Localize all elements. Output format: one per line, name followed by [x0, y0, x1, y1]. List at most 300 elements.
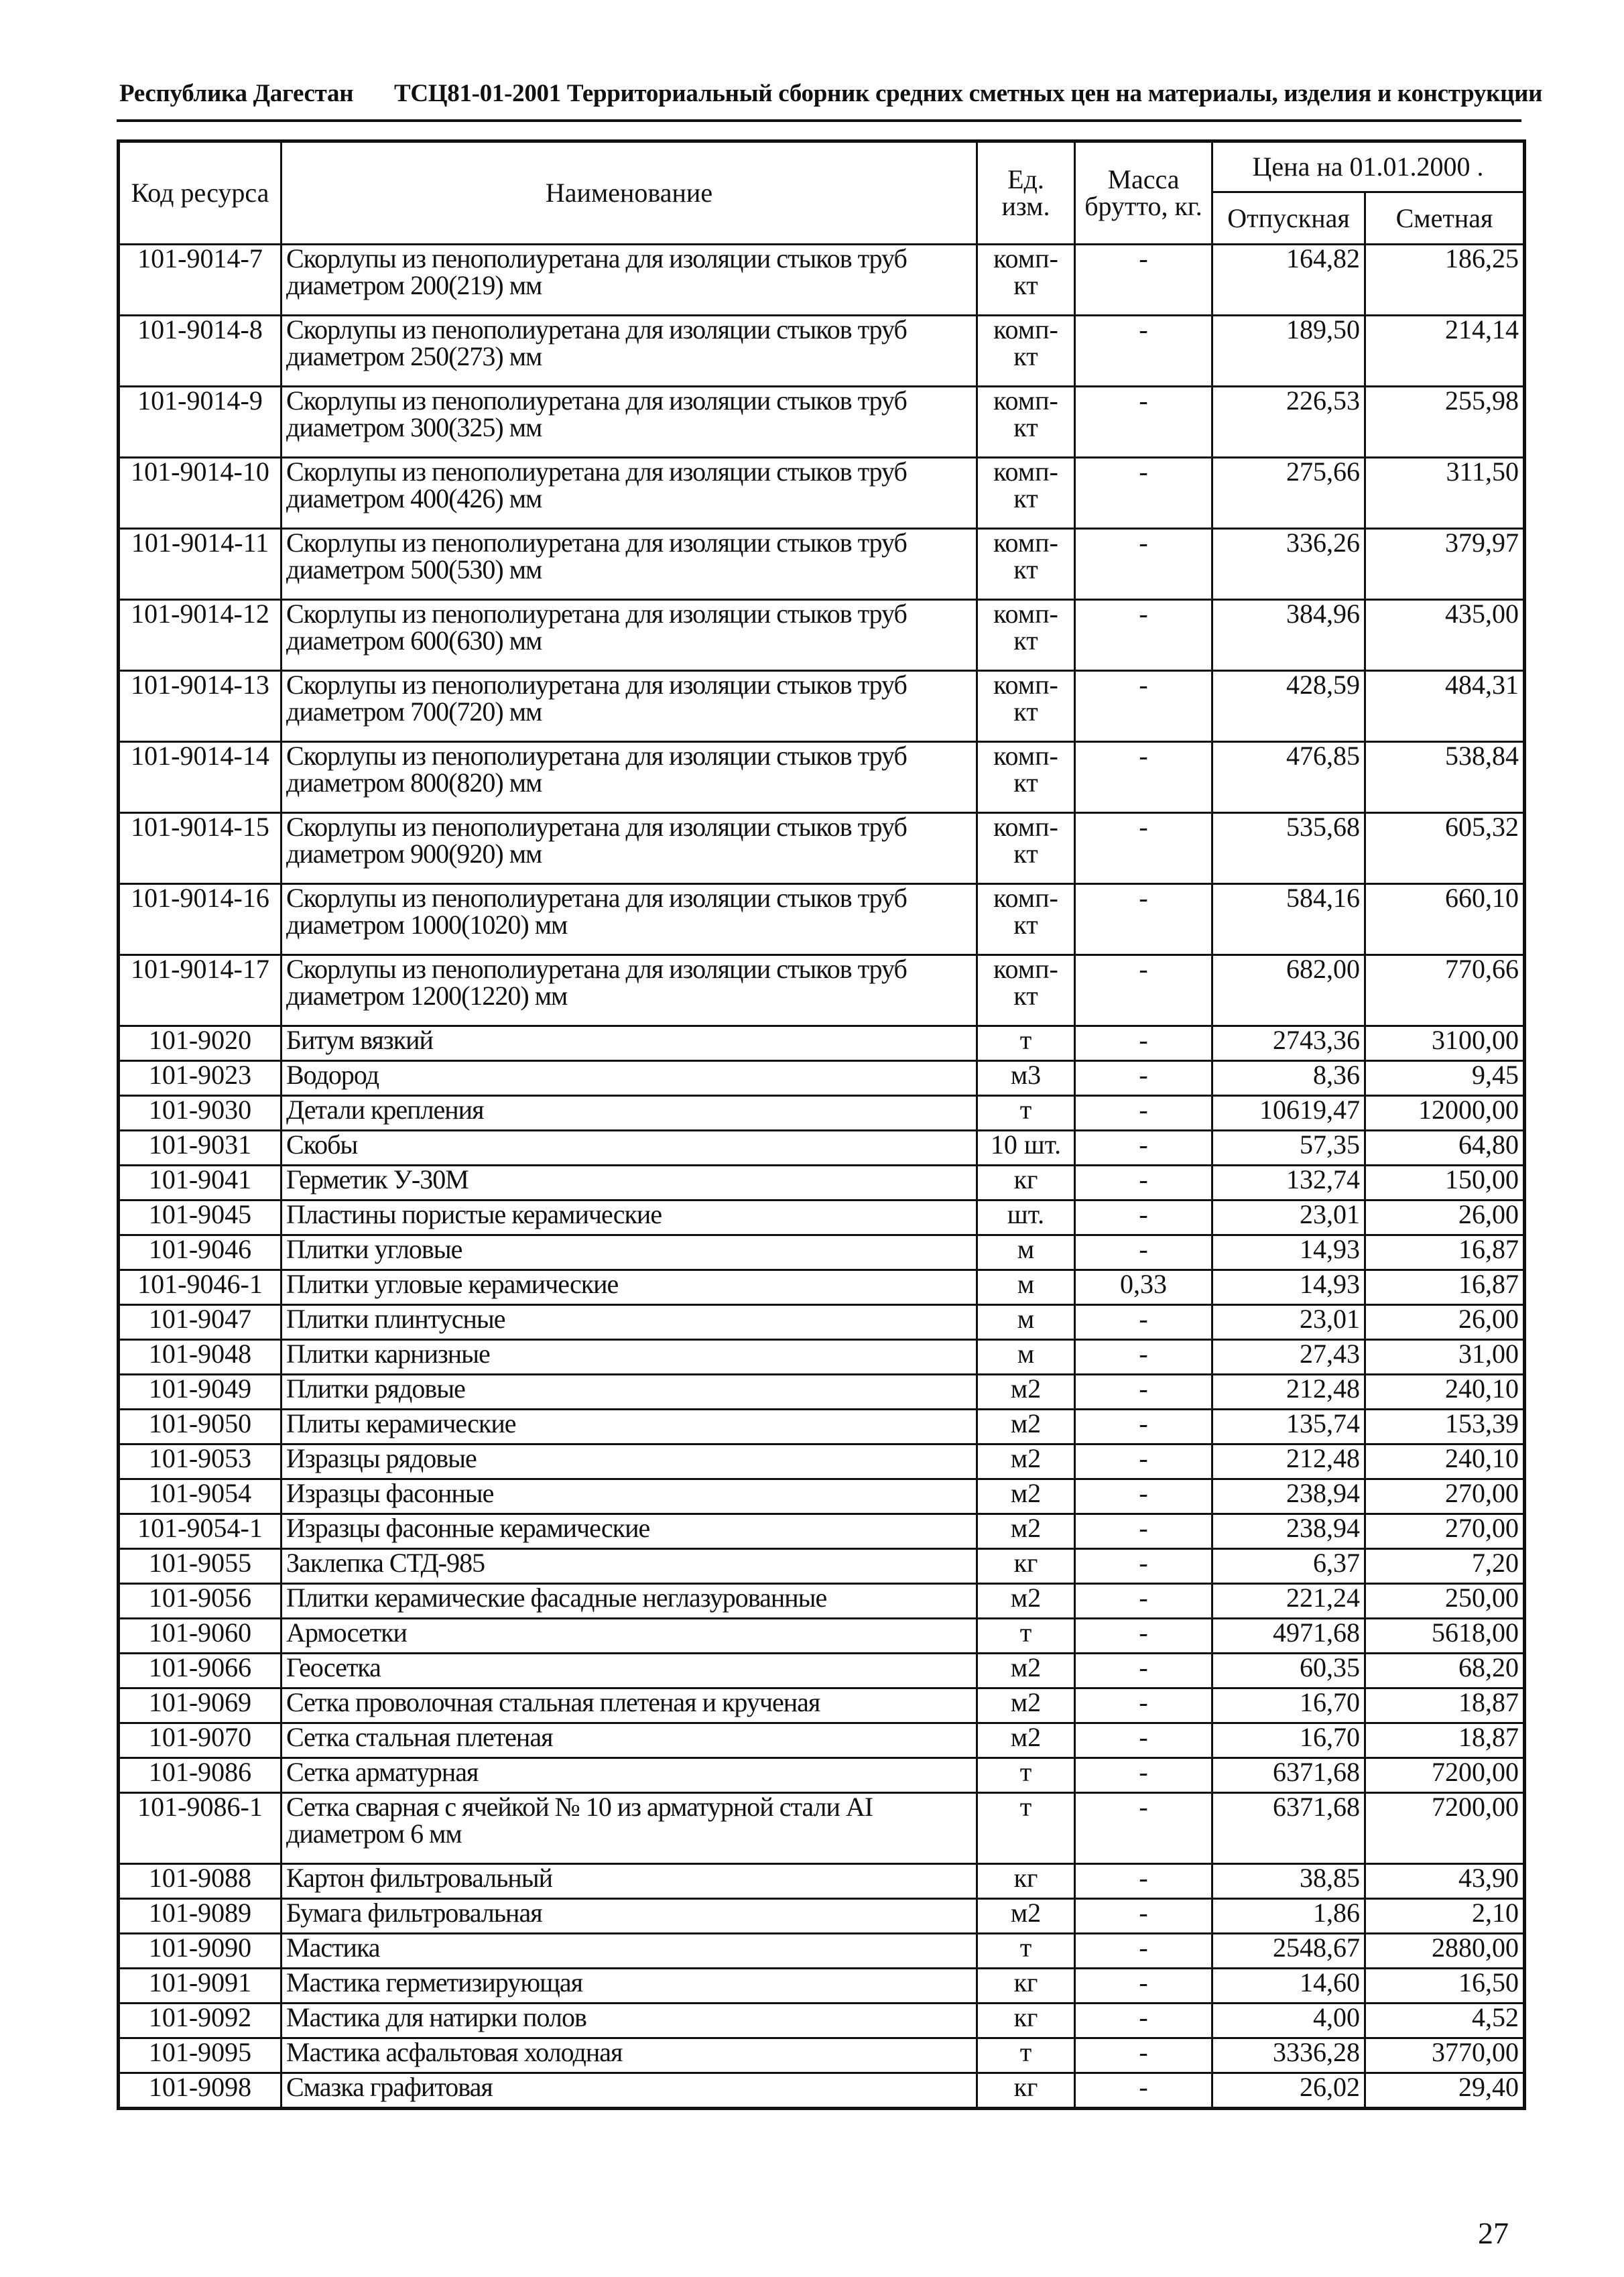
- cell-mass: -: [1075, 1235, 1212, 1270]
- cell-code: 101-9014-9: [119, 387, 282, 458]
- table-row: [119, 1793, 1525, 1864]
- cell-name: Картон фильтровальный: [282, 1864, 977, 1899]
- cell-name: Плитки карнизные: [282, 1340, 977, 1375]
- cell-mass: -: [1075, 1479, 1212, 1514]
- table-row: [119, 1864, 1525, 1899]
- cell-name: Геосетка: [282, 1654, 977, 1688]
- cell-estimate-price: 2880,00: [1365, 1934, 1525, 1969]
- cell-release-price: 584,16: [1212, 884, 1365, 955]
- cell-code: 101-9088: [119, 1864, 282, 1899]
- cell-release-price: 16,70: [1212, 1723, 1365, 1758]
- cell-name: Бумага фильтровальная: [282, 1899, 977, 1934]
- cell-estimate-price: 29,40: [1365, 2073, 1525, 2109]
- cell-estimate-price: 484,31: [1365, 671, 1525, 742]
- cell-release-price: 221,24: [1212, 1584, 1365, 1619]
- table-row: [119, 1934, 1525, 1969]
- cell-mass: -: [1075, 1514, 1212, 1549]
- cell-mass: -: [1075, 742, 1212, 813]
- cell-unit: кг: [977, 1969, 1075, 2004]
- col-header-estimate: Сметная: [1365, 192, 1525, 245]
- cell-estimate-price: 26,00: [1365, 1305, 1525, 1340]
- header-rule: [117, 119, 1521, 122]
- cell-name: Смазка графитовая: [282, 2073, 977, 2109]
- cell-release-price: 14,93: [1212, 1235, 1365, 1270]
- cell-code: 101-9050: [119, 1410, 282, 1444]
- table-row: [119, 1479, 1525, 1514]
- table-row: [119, 1410, 1525, 1444]
- cell-mass: -: [1075, 671, 1212, 742]
- cell-unit: м2: [977, 1584, 1075, 1619]
- table-row: [119, 1723, 1525, 1758]
- cell-release-price: 212,48: [1212, 1375, 1365, 1410]
- cell-unit: м2: [977, 1899, 1075, 1934]
- cell-release-price: 135,74: [1212, 1410, 1365, 1444]
- cell-unit: м2: [977, 1723, 1075, 1758]
- cell-estimate-price: 270,00: [1365, 1479, 1525, 1514]
- cell-mass: -: [1075, 1444, 1212, 1479]
- cell-release-price: 164,82: [1212, 245, 1365, 316]
- cell-release-price: 1,86: [1212, 1899, 1365, 1934]
- cell-name: Скорлупы из пенополиуретана для изоляции стыков труб диаметром 800(820) мм: [282, 742, 977, 813]
- cell-name: Скорлупы из пенополиуретана для изоляции стыков труб диаметром 250(273) мм: [282, 316, 977, 387]
- table-row: [119, 1584, 1525, 1619]
- cell-mass: -: [1075, 1410, 1212, 1444]
- cell-release-price: 23,01: [1212, 1201, 1365, 1235]
- table-row: [119, 2004, 1525, 2038]
- cell-estimate-price: 214,14: [1365, 316, 1525, 387]
- cell-release-price: 238,94: [1212, 1479, 1365, 1514]
- cell-mass: -: [1075, 1793, 1212, 1864]
- cell-code: 101-9045: [119, 1201, 282, 1235]
- cell-name: Плитки рядовые: [282, 1375, 977, 1410]
- cell-unit: кг: [977, 2073, 1075, 2109]
- cell-code: 101-9066: [119, 1654, 282, 1688]
- cell-unit: м: [977, 1270, 1075, 1305]
- table-row: [119, 387, 1525, 458]
- table-body: [119, 245, 1525, 2109]
- cell-code: 101-9020: [119, 1026, 282, 1061]
- cell-mass: -: [1075, 1688, 1212, 1723]
- cell-estimate-price: 43,90: [1365, 1864, 1525, 1899]
- cell-mass: -: [1075, 1375, 1212, 1410]
- cell-name: Мастика герметизирующая: [282, 1969, 977, 2004]
- table-row: [119, 955, 1525, 1026]
- cell-code: 101-9095: [119, 2038, 282, 2073]
- table-row: [119, 316, 1525, 387]
- cell-release-price: 60,35: [1212, 1654, 1365, 1688]
- cell-estimate-price: 7200,00: [1365, 1758, 1525, 1793]
- cell-release-price: 6,37: [1212, 1549, 1365, 1584]
- cell-code: 101-9041: [119, 1166, 282, 1201]
- cell-code: 101-9091: [119, 1969, 282, 2004]
- cell-name: Мастика: [282, 1934, 977, 1969]
- cell-estimate-price: 2,10: [1365, 1899, 1525, 1934]
- cell-name: Герметик У-30М: [282, 1166, 977, 1201]
- cell-code: 101-9014-15: [119, 813, 282, 884]
- cell-mass: -: [1075, 1201, 1212, 1235]
- cell-code: 101-9030: [119, 1096, 282, 1131]
- cell-mass: -: [1075, 2004, 1212, 2038]
- cell-unit: кг: [977, 1864, 1075, 1899]
- cell-estimate-price: 64,80: [1365, 1131, 1525, 1166]
- cell-estimate-price: 186,25: [1365, 245, 1525, 316]
- cell-mass: -: [1075, 1864, 1212, 1899]
- cell-estimate-price: 153,39: [1365, 1410, 1525, 1444]
- cell-code: 101-9046-1: [119, 1270, 282, 1305]
- cell-estimate-price: 18,87: [1365, 1723, 1525, 1758]
- cell-code: 101-9048: [119, 1340, 282, 1375]
- table-row: [119, 1969, 1525, 2004]
- cell-release-price: 6371,68: [1212, 1758, 1365, 1793]
- table-row: [119, 1619, 1525, 1654]
- cell-code: 101-9086: [119, 1758, 282, 1793]
- cell-mass: -: [1075, 1131, 1212, 1166]
- col-header-name: Наименование: [282, 141, 977, 245]
- table-row: [119, 529, 1525, 600]
- table-row: [119, 1899, 1525, 1934]
- cell-code: 101-9069: [119, 1688, 282, 1723]
- table-row: [119, 245, 1525, 316]
- cell-estimate-price: 16,50: [1365, 1969, 1525, 2004]
- cell-unit: комп-кт: [977, 529, 1075, 600]
- cell-estimate-price: 660,10: [1365, 884, 1525, 955]
- cell-unit: кг: [977, 1549, 1075, 1584]
- cell-release-price: 212,48: [1212, 1444, 1365, 1479]
- cell-unit: м: [977, 1340, 1075, 1375]
- cell-release-price: 428,59: [1212, 671, 1365, 742]
- cell-name: Плитки угловые: [282, 1235, 977, 1270]
- cell-mass: -: [1075, 955, 1212, 1026]
- col-header-mass: Масса брутто, кг.: [1075, 141, 1212, 245]
- table-row: [119, 600, 1525, 671]
- cell-code: 101-9056: [119, 1584, 282, 1619]
- cell-release-price: 6371,68: [1212, 1793, 1365, 1864]
- cell-release-price: 476,85: [1212, 742, 1365, 813]
- table-row: [119, 1235, 1525, 1270]
- cell-unit: м2: [977, 1444, 1075, 1479]
- cell-unit: т: [977, 1793, 1075, 1864]
- cell-name: Скорлупы из пенополиуретана для изоляции стыков труб диаметром 600(630) мм: [282, 600, 977, 671]
- cell-name: Заклепка СТД-985: [282, 1549, 977, 1584]
- cell-unit: т: [977, 1619, 1075, 1654]
- cell-release-price: 226,53: [1212, 387, 1365, 458]
- cell-unit: кг: [977, 2004, 1075, 2038]
- cell-estimate-price: 4,52: [1365, 2004, 1525, 2038]
- cell-release-price: 132,74: [1212, 1166, 1365, 1201]
- cell-name: Водород: [282, 1061, 977, 1096]
- table-row: [119, 813, 1525, 884]
- cell-name: Мастика асфальтовая холодная: [282, 2038, 977, 2073]
- cell-mass: -: [1075, 1619, 1212, 1654]
- cell-name: Армосетки: [282, 1619, 977, 1654]
- table-row: [119, 1096, 1525, 1131]
- cell-release-price: 3336,28: [1212, 2038, 1365, 2073]
- cell-estimate-price: 250,00: [1365, 1584, 1525, 1619]
- cell-unit: м2: [977, 1410, 1075, 1444]
- cell-unit: т: [977, 1758, 1075, 1793]
- cell-name: Мастика для натирки полов: [282, 2004, 977, 2038]
- cell-code: 101-9014-17: [119, 955, 282, 1026]
- cell-release-price: 384,96: [1212, 600, 1365, 671]
- cell-mass: -: [1075, 600, 1212, 671]
- cell-release-price: 8,36: [1212, 1061, 1365, 1096]
- cell-mass: -: [1075, 245, 1212, 316]
- cell-name: Детали крепления: [282, 1096, 977, 1131]
- cell-code: 101-9054: [119, 1479, 282, 1514]
- cell-estimate-price: 379,97: [1365, 529, 1525, 600]
- cell-unit: м2: [977, 1479, 1075, 1514]
- cell-mass: -: [1075, 1061, 1212, 1096]
- cell-mass: -: [1075, 1899, 1212, 1934]
- cell-mass: -: [1075, 1340, 1212, 1375]
- cell-name: Плиты керамические: [282, 1410, 977, 1444]
- cell-estimate-price: 150,00: [1365, 1166, 1525, 1201]
- cell-unit: шт.: [977, 1201, 1075, 1235]
- cell-release-price: 10619,47: [1212, 1096, 1365, 1131]
- cell-code: 101-9014-11: [119, 529, 282, 600]
- cell-release-price: 14,93: [1212, 1270, 1365, 1305]
- cell-name: Изразцы фасонные: [282, 1479, 977, 1514]
- cell-unit: комп-кт: [977, 955, 1075, 1026]
- table-row: [119, 1026, 1525, 1061]
- cell-code: 101-9014-16: [119, 884, 282, 955]
- cell-mass: -: [1075, 1549, 1212, 1584]
- cell-name: Скорлупы из пенополиуретана для изоляции стыков труб диаметром 1000(1020) мм: [282, 884, 977, 955]
- cell-name: Сетка стальная плетеная: [282, 1723, 977, 1758]
- cell-estimate-price: 605,32: [1365, 813, 1525, 884]
- cell-release-price: 16,70: [1212, 1688, 1365, 1723]
- cell-mass: -: [1075, 2073, 1212, 2109]
- cell-code: 101-9098: [119, 2073, 282, 2109]
- cell-unit: м: [977, 1305, 1075, 1340]
- cell-name: Изразцы фасонные керамические: [282, 1514, 977, 1549]
- cell-unit: комп-кт: [977, 884, 1075, 955]
- cell-release-price: 238,94: [1212, 1514, 1365, 1549]
- cell-code: 101-9023: [119, 1061, 282, 1096]
- cell-estimate-price: 31,00: [1365, 1340, 1525, 1375]
- cell-code: 101-9046: [119, 1235, 282, 1270]
- table-row: [119, 1549, 1525, 1584]
- cell-estimate-price: 16,87: [1365, 1235, 1525, 1270]
- cell-estimate-price: 7200,00: [1365, 1793, 1525, 1864]
- cell-estimate-price: 240,10: [1365, 1444, 1525, 1479]
- cell-name: Скорлупы из пенополиуретана для изоляции стыков труб диаметром 400(426) мм: [282, 458, 977, 529]
- cell-code: 101-9014-13: [119, 671, 282, 742]
- col-header-release: Отпускная: [1212, 192, 1365, 245]
- cell-release-price: 4,00: [1212, 2004, 1365, 2038]
- cell-release-price: 57,35: [1212, 1131, 1365, 1166]
- col-header-price-group: Цена на 01.01.2000 .: [1212, 141, 1525, 192]
- cell-estimate-price: 5618,00: [1365, 1619, 1525, 1654]
- cell-unit: комп-кт: [977, 387, 1075, 458]
- cell-code: 101-9053: [119, 1444, 282, 1479]
- cell-code: 101-9049: [119, 1375, 282, 1410]
- cell-estimate-price: 7,20: [1365, 1549, 1525, 1584]
- col-header-code: Код ресурса: [119, 141, 282, 245]
- cell-name: Сетка проволочная стальная плетеная и крученая: [282, 1688, 977, 1723]
- cell-release-price: 38,85: [1212, 1864, 1365, 1899]
- cell-release-price: 275,66: [1212, 458, 1365, 529]
- page-number: 27: [1478, 2216, 1509, 2250]
- table-row: [119, 1688, 1525, 1723]
- cell-estimate-price: 18,87: [1365, 1688, 1525, 1723]
- cell-name: Сетка сварная с ячейкой № 10 из арматурной стали AI диаметром 6 мм: [282, 1793, 977, 1864]
- cell-code: 101-9031: [119, 1131, 282, 1166]
- cell-code: 101-9070: [119, 1723, 282, 1758]
- cell-release-price: 682,00: [1212, 955, 1365, 1026]
- table-row: [119, 1270, 1525, 1305]
- cell-name: Изразцы рядовые: [282, 1444, 977, 1479]
- cell-code: 101-9014-12: [119, 600, 282, 671]
- table-row: [119, 1758, 1525, 1793]
- cell-unit: т: [977, 1026, 1075, 1061]
- cell-name: Пластины пористые керамические: [282, 1201, 977, 1235]
- cell-estimate-price: 538,84: [1365, 742, 1525, 813]
- cell-code: 101-9086-1: [119, 1793, 282, 1864]
- cell-unit: комп-кт: [977, 813, 1075, 884]
- cell-mass: -: [1075, 387, 1212, 458]
- cell-release-price: 4971,68: [1212, 1619, 1365, 1654]
- cell-code: 101-9047: [119, 1305, 282, 1340]
- cell-estimate-price: 255,98: [1365, 387, 1525, 458]
- header-title: ТСЦ81-01-2001 Территориальный сборник средних сметных цен на материалы, изделия и конструкции: [394, 80, 1543, 107]
- cell-unit: комп-кт: [977, 600, 1075, 671]
- cell-mass: -: [1075, 316, 1212, 387]
- table-row: [119, 1131, 1525, 1166]
- cell-mass: -: [1075, 2038, 1212, 2073]
- cell-release-price: 26,02: [1212, 2073, 1365, 2109]
- table-row: [119, 671, 1525, 742]
- cell-estimate-price: 435,00: [1365, 600, 1525, 671]
- cell-unit: т: [977, 2038, 1075, 2073]
- cell-mass: -: [1075, 1723, 1212, 1758]
- table-row: [119, 1340, 1525, 1375]
- table-row: [119, 1061, 1525, 1096]
- cell-estimate-price: 240,10: [1365, 1375, 1525, 1410]
- cell-code: 101-9055: [119, 1549, 282, 1584]
- cell-mass: -: [1075, 1584, 1212, 1619]
- cell-mass: -: [1075, 529, 1212, 600]
- cell-estimate-price: 12000,00: [1365, 1096, 1525, 1131]
- cell-unit: комп-кт: [977, 742, 1075, 813]
- cell-unit: комп-кт: [977, 671, 1075, 742]
- cell-name: Плитки плинтусные: [282, 1305, 977, 1340]
- cell-estimate-price: 3770,00: [1365, 2038, 1525, 2073]
- cell-code: 101-9014-14: [119, 742, 282, 813]
- cell-unit: комп-кт: [977, 316, 1075, 387]
- table-row: [119, 1375, 1525, 1410]
- cell-mass: -: [1075, 1026, 1212, 1061]
- cell-code: 101-9014-10: [119, 458, 282, 529]
- table-row: [119, 2038, 1525, 2073]
- cell-unit: комп-кт: [977, 245, 1075, 316]
- cell-name: Скорлупы из пенополиуретана для изоляции стыков труб диаметром 700(720) мм: [282, 671, 977, 742]
- cell-name: Скорлупы из пенополиуретана для изоляции стыков труб диаметром 1200(1220) мм: [282, 955, 977, 1026]
- cell-unit: т: [977, 1934, 1075, 1969]
- table-row: [119, 1514, 1525, 1549]
- cell-mass: -: [1075, 458, 1212, 529]
- cell-name: Скобы: [282, 1131, 977, 1166]
- cell-release-price: 2743,36: [1212, 1026, 1365, 1061]
- cell-unit: м2: [977, 1375, 1075, 1410]
- cell-unit: м2: [977, 1688, 1075, 1723]
- table-row: [119, 884, 1525, 955]
- table-row: [119, 1444, 1525, 1479]
- cell-name: Скорлупы из пенополиуретана для изоляции стыков труб диаметром 200(219) мм: [282, 245, 977, 316]
- cell-code: 101-9014-8: [119, 316, 282, 387]
- cell-release-price: 23,01: [1212, 1305, 1365, 1340]
- cell-estimate-price: 26,00: [1365, 1201, 1525, 1235]
- cell-estimate-price: 270,00: [1365, 1514, 1525, 1549]
- cell-unit: м2: [977, 1654, 1075, 1688]
- cell-name: Скорлупы из пенополиуретана для изоляции стыков труб диаметром 300(325) мм: [282, 387, 977, 458]
- cell-mass: -: [1075, 1305, 1212, 1340]
- page-header: [119, 79, 1543, 108]
- cell-code: 101-9014-7: [119, 245, 282, 316]
- cell-name: Скорлупы из пенополиуретана для изоляции стыков труб диаметром 500(530) мм: [282, 529, 977, 600]
- cell-release-price: 2548,67: [1212, 1934, 1365, 1969]
- price-table: [117, 139, 1526, 2110]
- cell-mass: -: [1075, 1654, 1212, 1688]
- cell-mass: -: [1075, 1934, 1212, 1969]
- cell-mass: -: [1075, 1758, 1212, 1793]
- cell-unit: т: [977, 1096, 1075, 1131]
- table-row: [119, 742, 1525, 813]
- table-row: [119, 458, 1525, 529]
- cell-estimate-price: 9,45: [1365, 1061, 1525, 1096]
- cell-estimate-price: 3100,00: [1365, 1026, 1525, 1061]
- cell-release-price: 336,26: [1212, 529, 1365, 600]
- cell-code: 101-9054-1: [119, 1514, 282, 1549]
- cell-mass: -: [1075, 884, 1212, 955]
- cell-unit: м: [977, 1235, 1075, 1270]
- cell-mass: -: [1075, 1166, 1212, 1201]
- cell-unit: кг: [977, 1166, 1075, 1201]
- cell-mass: -: [1075, 813, 1212, 884]
- col-header-unit: Ед. изм.: [977, 141, 1075, 245]
- header-region: Республика Дагестан: [119, 80, 354, 107]
- table-row: [119, 1166, 1525, 1201]
- cell-estimate-price: 68,20: [1365, 1654, 1525, 1688]
- cell-mass: -: [1075, 1969, 1212, 2004]
- cell-name: Сетка арматурная: [282, 1758, 977, 1793]
- cell-estimate-price: 770,66: [1365, 955, 1525, 1026]
- table-row: [119, 2073, 1525, 2109]
- cell-release-price: 535,68: [1212, 813, 1365, 884]
- cell-unit: м3: [977, 1061, 1075, 1096]
- table-row: [119, 1654, 1525, 1688]
- cell-release-price: 27,43: [1212, 1340, 1365, 1375]
- cell-release-price: 14,60: [1212, 1969, 1365, 2004]
- cell-unit: 10 шт.: [977, 1131, 1075, 1166]
- cell-name: Битум вязкий: [282, 1026, 977, 1061]
- cell-code: 101-9060: [119, 1619, 282, 1654]
- cell-code: 101-9092: [119, 2004, 282, 2038]
- cell-estimate-price: 311,50: [1365, 458, 1525, 529]
- table-row: [119, 1201, 1525, 1235]
- cell-mass: -: [1075, 1096, 1212, 1131]
- cell-unit: м2: [977, 1514, 1075, 1549]
- cell-name: Плитки угловые керамические: [282, 1270, 977, 1305]
- cell-code: 101-9090: [119, 1934, 282, 1969]
- cell-unit: комп-кт: [977, 458, 1075, 529]
- cell-code: 101-9089: [119, 1899, 282, 1934]
- cell-name: Плитки керамические фасадные неглазурованные: [282, 1584, 977, 1619]
- cell-name: Скорлупы из пенополиуретана для изоляции стыков труб диаметром 900(920) мм: [282, 813, 977, 884]
- cell-mass: 0,33: [1075, 1270, 1212, 1305]
- table-row: [119, 1305, 1525, 1340]
- cell-estimate-price: 16,87: [1365, 1270, 1525, 1305]
